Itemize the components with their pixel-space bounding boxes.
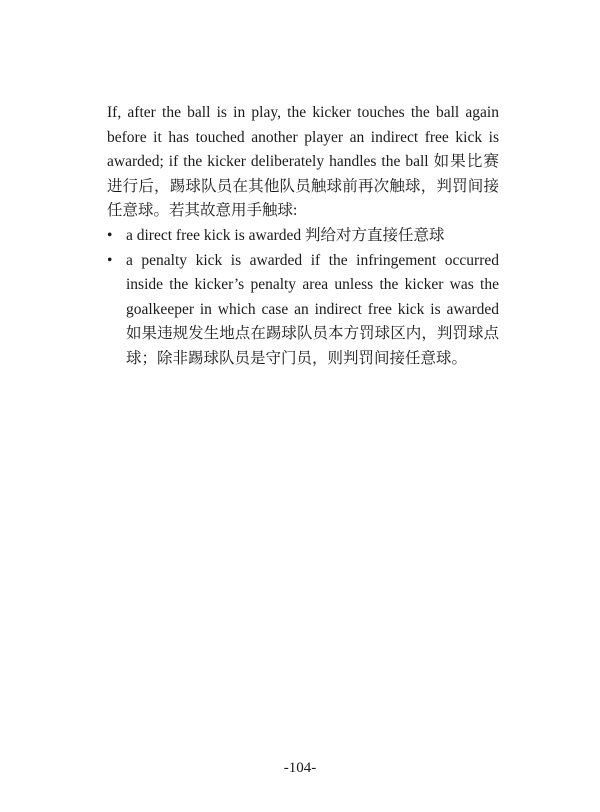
list-item-text: a direct free kick is awarded 判给对方直接任意球	[126, 226, 445, 244]
bullet-marker: •	[107, 251, 113, 269]
bullet-marker: •	[107, 226, 113, 244]
body-paragraph: If, after the ball is in play, the kicker touches the ball again before it has touched another player an indirect free kick is awarded; if the kicker deliberately handles the ball 如果比赛进行后，踢球队员在其他队员触球前再次触球，判罚间接任意球。若其故意用手触球:	[107, 104, 499, 220]
list-item	[107, 224, 499, 249]
page-number: -104-	[283, 760, 317, 776]
list-item	[107, 249, 499, 372]
bullet-list	[107, 224, 499, 372]
list-item-text: a penalty kick is awarded if the infringement occurred inside the kicker’s penalty area unless the kicker was the goalkeeper in which case an indirect free kick is awarded 如果违规发生地点在踢球队员本方罚球区内，判罚球点球；除非踢球队员是守门员，则判罚间接任意球。	[126, 251, 499, 367]
page-body	[107, 101, 499, 372]
